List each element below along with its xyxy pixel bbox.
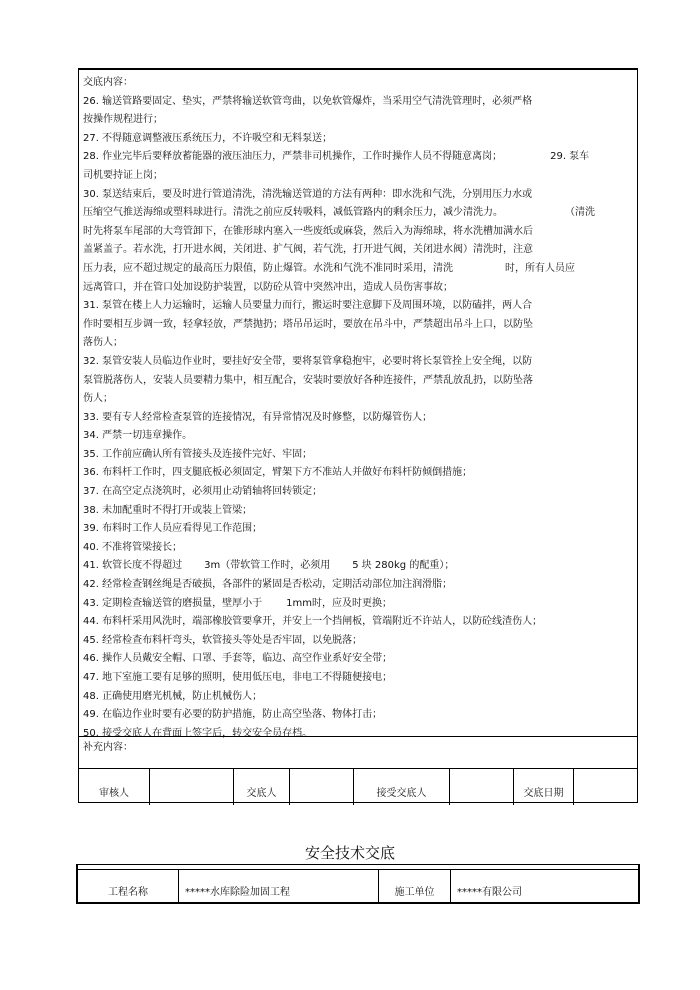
content-line: 36. 布料杆工作时，四支腿底板必须固定，臂架下方不准站人并做好布料杆防倾倒措施； — [83, 467, 473, 479]
content-line: 远离管口，并在管口处加设防护装置，以防砼从管中突然冲出，造成人员伤害事故； — [83, 281, 453, 293]
project-info-row — [78, 869, 638, 902]
content-line: 45. 经常检查布料杆弯头，软管接头等处是否牢固，以免脱落； — [83, 634, 363, 646]
content-line: 26. 输送管路要固定、垫实，严禁将输送软管弯曲，以免软管爆炸，当采用空气清洗管理时，必须严格 — [83, 95, 533, 107]
content-line: 落伤人； — [83, 337, 123, 349]
content-line: 34. 严禁一切违章操作。 — [83, 430, 193, 442]
content-line — [83, 595, 633, 614]
wash-note: （清洗 — [565, 207, 595, 219]
content-line: 47. 地下室施工要有足够的照明，使用低压电，非电工不得随便接电； — [83, 672, 393, 683]
content-text: 压力表，应不超过规定的最高压力限值，防止爆管。水洗和气洗不准同时采用，清洗 — [83, 262, 453, 274]
content-line: 31. 泵管在楼上人力运输时，运输人员要量力而行，搬运时要注意脚下及周围环境，以防磕拌，两人合 — [83, 300, 533, 312]
content-line: 48. 正确使用磨光机械，防止机械伤人； — [83, 690, 263, 702]
content-text: 41. 软管长度不得超过 — [83, 560, 183, 572]
content-line: 32. 泵管安装人员临边作业时，要挂好安全带，要将泵管拿稳抱牢，必要时将长泵管拴上安全绳，以防 — [83, 355, 533, 367]
content-line: 39. 布料时工作人员应看得见工作范围； — [83, 523, 263, 535]
content-line: 40. 不准将管梁接长； — [83, 541, 183, 553]
content-line: 按操作规程进行； — [83, 114, 163, 126]
content-line — [83, 260, 633, 279]
content-line: 27. 不得随意调整液压系统压力，不许吸空和无料泵送； — [83, 132, 333, 144]
content-line: 司机要持证上岗； — [83, 169, 163, 181]
content-line: 伤人； — [83, 393, 113, 405]
when-people: 时，所有人员应 — [505, 262, 575, 274]
content-line: 35. 工作前应确认所有管接头及连接件完好、牢固； — [83, 448, 313, 460]
content-line — [83, 557, 633, 576]
content-line: 时先将泵车尾部的大弯管卸下，在锥形球内塞入一些废纸或麻袋，然后入为海绵球，将水洗槽加满水后 — [83, 225, 533, 237]
content-line: 42. 经常检查钢丝绳是否破损，各部件的紧固是否松动，定期活动部位加注润滑脂； — [83, 579, 453, 591]
hose-length: 3m（带软管工作时，必须用 — [204, 560, 331, 572]
date-field[interactable] — [573, 769, 637, 805]
reviewer-field[interactable] — [149, 769, 233, 805]
content-line: 33. 要有专人经常检查泵管的连接情况，有异常情况及时修整，以防爆管伤人； — [83, 411, 433, 423]
construction-unit-label: 施工单位 — [378, 870, 450, 902]
content-line: 44. 布料杆采用风洗时，端部橡胶管要拿开，并安上一个挡闸板，管端附近不许站人，以防砼线渣伤人； — [83, 616, 543, 628]
content-line — [83, 148, 633, 167]
content-line: 30. 泵送结束后，要及时进行管道清洗，清洗输送管道的方法有两种：即水洗和气洗，分别用压力水或 — [83, 188, 533, 200]
project-name-label: 工程名称 — [108, 887, 148, 898]
content-line: 37. 在高空定点浇筑时，必须用止动销轴将回转锁定； — [83, 486, 323, 498]
content-line: 作时要相互步调一致，轻拿轻放，严禁抛扔；塔吊吊运时，要放在吊斗中，严禁超出吊斗上口，以防坠 — [83, 318, 533, 330]
hose-weight: 5 块 280kg 的配重）； — [352, 560, 455, 572]
project-name-value: *****水库除险加固工程 — [178, 870, 378, 902]
disclosure-content — [83, 74, 633, 743]
content-line: 49. 在临边作业时要有必要的防护措施，防止高空坠落、物体打击； — [83, 709, 383, 721]
discloser-field[interactable] — [289, 769, 353, 805]
content-line: 46. 操作人员戴安全帽、口罩、手套等，临边、高空作业系好安全带； — [83, 653, 393, 665]
content-line: 盖紧盖子。若水洗，打开进水阀，关闭进、扩气阀，若气洗，打开进气阀，关闭进水阀）清洗时，注意 — [83, 244, 533, 256]
construction-unit-value: *****有限公司 — [450, 870, 638, 902]
second-page-title: 安全技术交底 — [304, 844, 395, 862]
wall-thickness: 1mm时，应及时更换； — [286, 597, 392, 609]
reviewer-label: 审核人 — [99, 788, 129, 799]
project-info-table — [76, 864, 640, 904]
item-29-start: 29. 泵车 — [550, 151, 590, 163]
content-line: 38. 未加配重时不得打开或装上管梁； — [83, 504, 253, 516]
content-text: 28. 作业完毕后要释放蓄能器的液压油压力，严禁非司机操作，工作时操作人员不得随意离岗； — [83, 151, 503, 163]
receiver-label: 接受交底人 — [353, 769, 449, 805]
receiver-field[interactable] — [449, 769, 513, 805]
disclosure-form — [78, 68, 638, 803]
content-line — [83, 204, 633, 223]
signature-row — [79, 768, 637, 805]
section-label: 交底内容： — [83, 77, 133, 88]
content-line: 泵管脱落伤人，安装人员要精力集中，相互配合，安装时要放好各种连接件，严禁乱放乱扔，以防坠落 — [83, 374, 533, 386]
content-text: 压缩空气推送海绵或塑料球进行。清洗之前应反转吸料，减低管路内的剩余压力，减少清洗力。 — [83, 207, 503, 219]
content-line: 50. 接受交底人在背面上签字后，转交安全员存档。 — [83, 727, 313, 739]
supplement-label: 补充内容： — [83, 742, 133, 753]
content-text: 43. 定期检查输送管的磨损量，壁厚小于 — [83, 597, 263, 609]
discloser-label: 交底人 — [233, 769, 289, 805]
date-label: 交底日期 — [513, 769, 573, 805]
supplement-row — [79, 736, 637, 762]
